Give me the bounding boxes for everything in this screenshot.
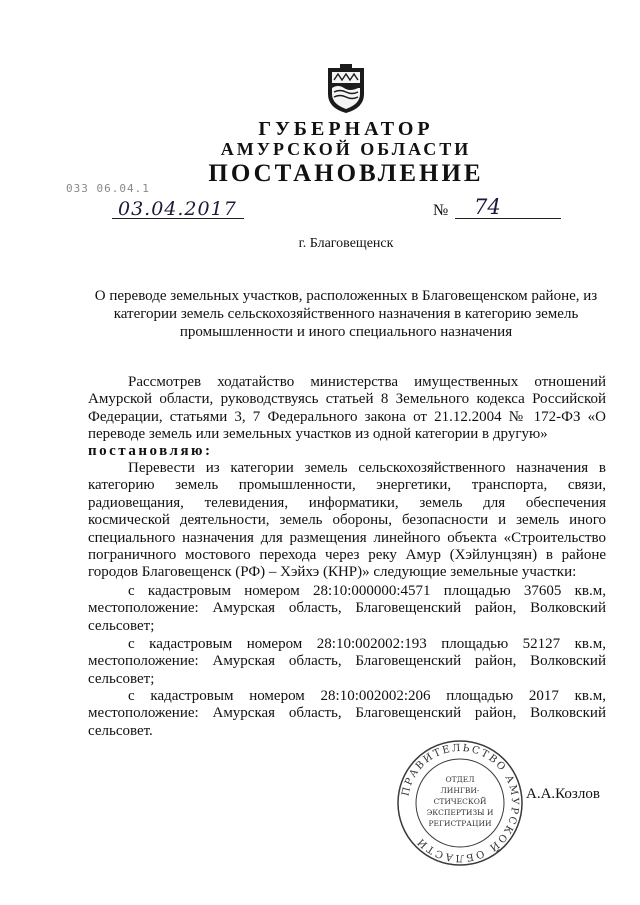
seal-line: ОТДЕЛ: [445, 775, 475, 784]
decision-paragraph: Перевести из категории земель сельскохозяйственного назначения в категорию земель промышленности, энергетики, транспорта, связи, радиовещания, телевидения, информатики, земель для обеспечения космической деятельности, земель обороны, безопасности и земель иного специального назначения для размещения линейного объекта «Строительство пограничного мостового перехода через реку Амур (Хэйлунцзян) в районе городов Благовещенск (РФ) – Хэйхэ (КНР)» следующие земельные участки:: [88, 460, 606, 581]
seal-line: СТИЧЕСКОЙ: [433, 797, 487, 806]
document-subject: О переводе земельных участков, расположенных в Благовещенском районе, из категории земель сельскохозяйственного назначения в категорию земель промышленности и иного специального назначения: [94, 288, 598, 340]
seal-line: ЛИНГВИ-: [440, 786, 480, 795]
seal-line: РЕГИСТРАЦИИ: [428, 819, 492, 828]
governor-title: ГУБЕРНАТОР: [258, 118, 434, 140]
document-number: 74: [474, 195, 501, 219]
registration-stamp: 033 06.04.1: [66, 182, 150, 195]
city-name: г. Благовещенск: [298, 236, 394, 251]
land-plot-item: с кадастровым номером 28:10:002002:193 площадью 52127 кв.м, местоположение: Амурская область, Благовещенский район, Волковский сельсовет;: [88, 636, 606, 687]
land-plot-item: с кадастровым номером 28:10:000000:4571 площадью 37605 кв.м, местоположение: Амурская область, Благовещенский район, Волковский сельсовет;: [88, 583, 606, 634]
date-underline: [112, 218, 244, 219]
number-sign: №: [433, 202, 449, 219]
land-plot-item: с кадастровым номером 28:10:002002:206 площадью 2017 кв.м, местоположение: Амурская область, Благовещенский район, Волковский сельсовет.: [88, 688, 606, 739]
decree-word: постановляю:: [88, 443, 213, 459]
seal-line: ЭКСПЕРТИЗЫ И: [426, 808, 494, 817]
signatory-name: А.А.Козлов: [526, 786, 600, 802]
number-underline: [455, 218, 561, 219]
document-date: 03.04.2017: [118, 198, 237, 220]
round-seal-stamp: [395, 738, 525, 868]
preamble-paragraph: Рассмотрев ходатайство министерства имущественных отношений Амурской области, руководствуясь статьей 8 Земельного кодекса Российской Федерации, статьями 3, 7 Федерального закона от 21.12.2004 № 172-ФЗ «О переводе земель или земельных участков из одной категории в другую»: [88, 374, 606, 443]
document-type: ПОСТАНОВЛЕНИЕ: [208, 160, 484, 187]
coat-of-arms-icon: [326, 64, 366, 114]
seal-outer-text: ПРАВИТЕЛЬСТВО АМУРСКОЙ ОБЛАСТИ: [400, 742, 521, 864]
region-title: АМУРСКОЙ ОБЛАСТИ: [220, 139, 472, 159]
